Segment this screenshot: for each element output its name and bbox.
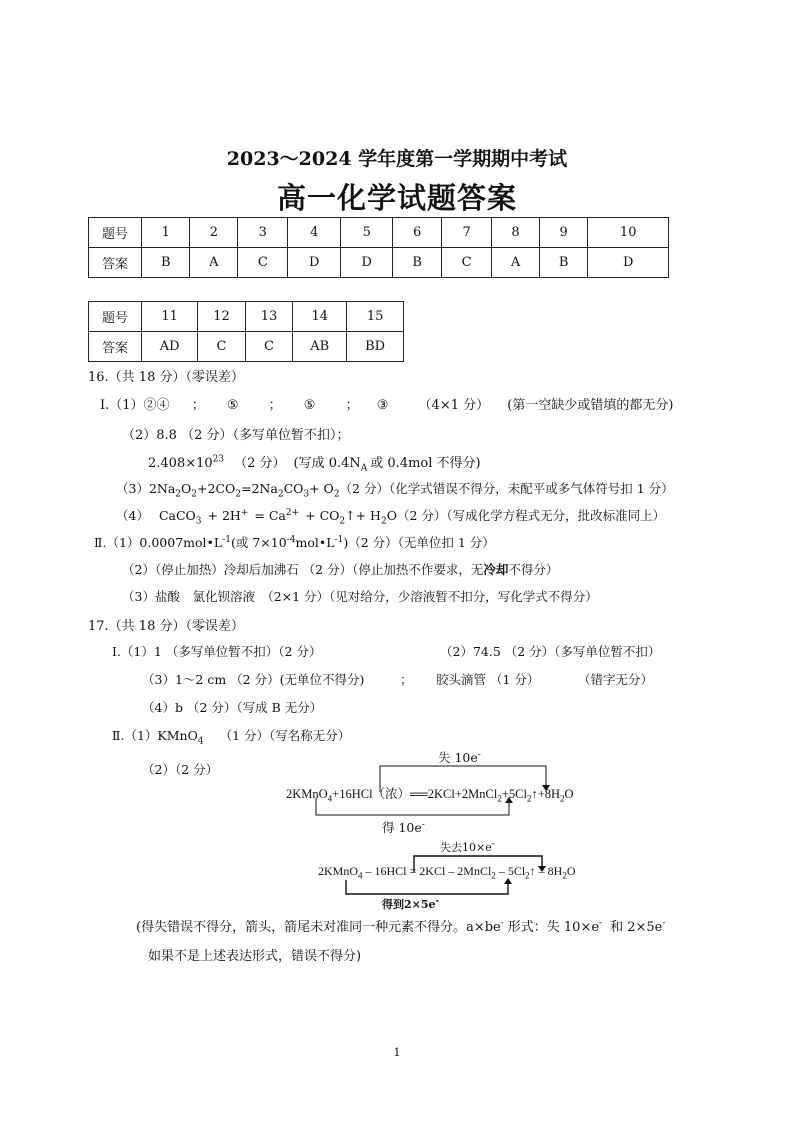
sub: 4 (197, 736, 204, 747)
q16-I4-line (116, 506, 666, 527)
text: mol•L (295, 535, 335, 550)
q17-II1-line (112, 726, 351, 747)
text: +16HCl（浓）══2KCl+2MnCl (332, 787, 498, 801)
table-cell: C (198, 332, 245, 362)
q17-I2-line: （2）74.5 （2 分）（多写单位暂不扣） (440, 644, 661, 659)
q17-heading: 17.（共 18 分）（零误差） (88, 619, 244, 634)
q16-I1-line (100, 394, 673, 413)
electron-gain-label (382, 818, 425, 836)
sup: -1 (334, 534, 344, 545)
table-row (89, 218, 669, 248)
grading-note-line-1 (136, 916, 665, 935)
text: + O (309, 481, 334, 496)
text: +5Cl (501, 787, 527, 801)
table-cell: 8 (492, 218, 540, 248)
text: =2Na (241, 481, 278, 496)
text: O (566, 864, 576, 878)
sup: 23 (212, 454, 225, 465)
sup: - (500, 918, 504, 929)
sub: 2 (491, 870, 496, 881)
sup: -1 (222, 534, 231, 545)
text: Ⅱ.（1）KMnO (112, 728, 198, 743)
sub: 2 (175, 489, 182, 500)
text: 或 0.4mol 不得分) (370, 456, 481, 471)
redox-equation-2 (318, 836, 618, 916)
table-cell: 6 (393, 218, 441, 248)
text: （4） (116, 508, 149, 523)
text: O (181, 481, 192, 496)
table-cell: 15 (347, 302, 404, 332)
text: 2.408×10 (148, 456, 213, 471)
table-cell: 13 (245, 302, 292, 332)
text: ； (268, 398, 282, 413)
table-cell: 10 (588, 218, 669, 248)
text: （2 分）（写成化学方程式无分，批改标准同上） (396, 508, 666, 523)
sup: - (491, 839, 495, 850)
electron-loss-label (438, 748, 481, 766)
sup: - (477, 749, 481, 760)
text: (第一空缺少或错填的都无分) (507, 398, 674, 413)
table-cell: A (492, 248, 540, 278)
table-cell: AB (293, 332, 347, 362)
table-cell: AD (142, 332, 198, 362)
table-header-cell: 答案 (89, 248, 142, 278)
equation-text (318, 864, 576, 879)
text-bold: 冷却 (483, 562, 509, 577)
text: CO (283, 481, 304, 496)
text: ↑+8H (531, 787, 561, 801)
text: ； (191, 398, 205, 413)
text: )（2 分）（无单位扣 1 分） (343, 535, 495, 550)
table-cell: B (393, 248, 441, 278)
text: ↑+ H (345, 508, 381, 523)
text: 和 2×5e (610, 920, 663, 935)
q16-II2-line (122, 560, 558, 578)
table-cell: D (288, 248, 341, 278)
table-header-cell: 答案 (89, 332, 142, 362)
text: (得失错误不得分，箭头，箭尾未对准同一种元素不得分。a×be (136, 920, 501, 935)
text: （2）（停止加热）冷却后加沸石 （2 分）（停止加热不作要求，无 (122, 562, 484, 577)
sub: 2 (333, 489, 340, 500)
q17-I4-line: （4）b （2 分）（写成 B 无分） (142, 700, 323, 715)
text: 失去10×e (440, 841, 492, 854)
text: （2 分）（化学式错误不得分，未配平或多气体符号扣 1 分） (339, 481, 674, 496)
text: O (386, 508, 397, 523)
text: （3）2Na (116, 481, 176, 496)
q16-I3-line (116, 479, 674, 500)
q17-I3-tool: 胶头滴管 （1 分） (436, 672, 540, 687)
q17-I3-note: （错字无分） (578, 672, 654, 687)
text: （1 分）（写名称无分） (219, 728, 351, 743)
electron-gain-label (382, 896, 439, 912)
text: – 5Cl (495, 864, 526, 878)
sup: 2+ (285, 507, 300, 518)
sub: 2 (526, 793, 532, 804)
text: ⑤ (303, 398, 316, 413)
sub: 2 (380, 516, 387, 527)
text: 2KMnO (286, 787, 328, 801)
q16-I2b-line (148, 452, 481, 474)
table-header-cell: 题号 (89, 302, 142, 332)
text: ⑤ (226, 398, 239, 413)
text: （2 分） (234, 456, 286, 471)
page-number: 1 (393, 1046, 401, 1059)
q16-heading: 16.（共 18 分）（零误差） (88, 370, 244, 385)
text: 得到2×5e (382, 898, 436, 911)
text: 失 10e (438, 750, 478, 765)
text: (或 7×10 (231, 535, 287, 550)
sub: 2 (562, 870, 567, 881)
sub: 4 (327, 793, 333, 804)
table-cell: B (539, 248, 587, 278)
sub: 2 (525, 870, 530, 881)
text: + CO (305, 508, 340, 523)
sup: -4 (286, 534, 296, 545)
q17-I1-line: Ⅰ.（1）1 （多写单位暂不扣）（2 分） (112, 644, 322, 659)
text: ↑ – 8H (529, 864, 563, 878)
table-cell: D (588, 248, 669, 278)
table-cell: D (340, 248, 393, 278)
q16-II1-line (94, 533, 495, 551)
table-cell: 14 (293, 302, 347, 332)
text: (写成 0.4N (293, 456, 361, 471)
q17-I3-sep: ； (400, 672, 413, 687)
table-cell: C (238, 248, 288, 278)
q16-II3-line: （3）盐酸 氯化钡溶液 （2×1 分）（见对给分，少溶液暂不扣分，写化学式不得分） (122, 589, 598, 604)
table-cell: C (245, 332, 292, 362)
sub: A (360, 463, 368, 474)
sub: 2 (339, 516, 346, 527)
table-cell: 5 (340, 218, 393, 248)
q17-II2-line: （2）（2 分） (142, 762, 219, 777)
text: CaCO (158, 508, 196, 523)
text: – 16HCl = 2KCl – 2MnCl (362, 864, 492, 878)
equation-text (286, 784, 574, 802)
text: +2CO (197, 481, 236, 496)
redox-equation-1 (286, 748, 616, 840)
sup: - (599, 918, 603, 929)
table-cell: 2 (190, 218, 238, 248)
electron-loss-label (440, 839, 495, 855)
table-row (89, 332, 404, 362)
text: ； (345, 398, 359, 413)
sup: + (240, 507, 249, 518)
text: 2KMnO (318, 864, 359, 878)
sub: 3 (303, 489, 310, 500)
grading-note-line-2: 如果不是上述表达形式，错误不得分) (148, 949, 362, 964)
sub: 2 (497, 793, 502, 804)
sub: 2 (560, 793, 565, 804)
text: ③ (376, 398, 389, 413)
table-cell: B (142, 248, 190, 278)
table-cell: 4 (288, 218, 341, 248)
answer-table-2 (88, 301, 404, 362)
text: = Ca (254, 508, 286, 523)
text: 不得分） (508, 562, 559, 577)
table-cell: 7 (441, 218, 491, 248)
sup: - (421, 819, 425, 830)
table-cell: 11 (142, 302, 198, 332)
exam-title: 2023～2024 学年度第一学期期中考试 (226, 148, 568, 170)
table-header-cell: 题号 (89, 218, 142, 248)
sub: 2 (191, 489, 198, 500)
text: Ⅰ.（1）②④ (100, 398, 170, 413)
table-cell: 1 (142, 218, 190, 248)
answer-sheet-title: 高一化学试题答案 (276, 181, 517, 215)
text: （4×1 分） (418, 398, 490, 413)
table-cell: BD (347, 332, 404, 362)
answer-table-1 (88, 217, 669, 278)
sub: 3 (195, 516, 202, 527)
sup: - (662, 918, 666, 929)
text: 得 10e (382, 820, 422, 835)
q16-I2-line: （2）8.8 （2 分）（多写单位暂不扣）； (122, 428, 350, 443)
sub: 4 (358, 870, 363, 881)
sub: 2 (277, 489, 284, 500)
table-cell: 9 (539, 218, 587, 248)
table-cell: 12 (198, 302, 245, 332)
text: Ⅱ.（1）0.0007mol•L (94, 535, 223, 550)
table-cell: C (441, 248, 491, 278)
sub: 2 (235, 489, 241, 500)
text: O (564, 787, 574, 801)
table-row (89, 302, 404, 332)
text: 形式：失 10×e (507, 920, 600, 935)
sup: - (435, 896, 440, 907)
text: + 2H (207, 508, 241, 523)
table-cell: 3 (238, 218, 288, 248)
q17-I3-line: （3）1～2 cm （2 分）(无单位不得分) (142, 672, 365, 687)
table-row (89, 248, 669, 278)
table-cell: A (190, 248, 238, 278)
